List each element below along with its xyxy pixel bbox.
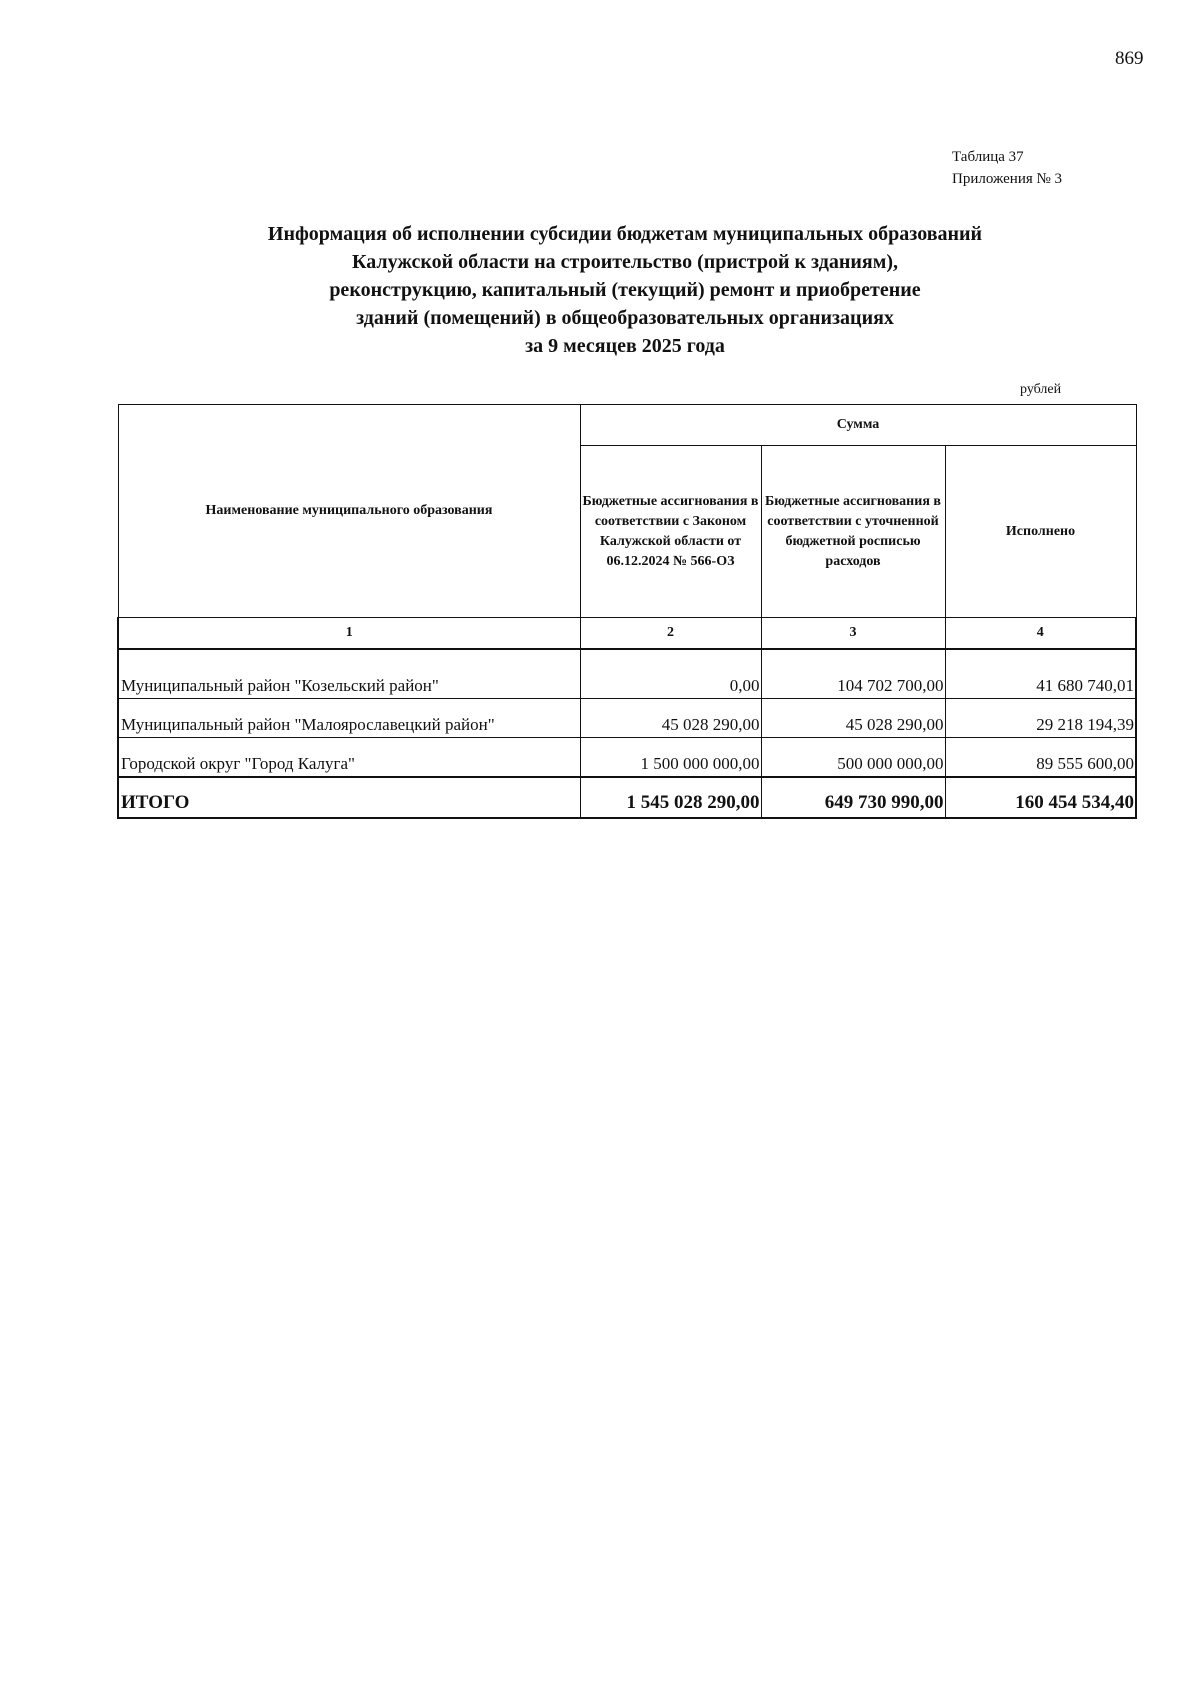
total-executed: 160 454 534,40	[945, 777, 1136, 818]
spacer-cell	[118, 649, 580, 660]
spacer-row	[118, 649, 1136, 660]
header-name: Наименование муниципального образования	[118, 405, 580, 618]
page-number: 869	[1115, 48, 1144, 69]
table-reference-appendix: Приложения № 3	[952, 171, 1063, 187]
title-line-4: зданий (помещений) в общеобразовательных организациях	[356, 307, 894, 329]
column-number: 4	[945, 618, 1136, 650]
total-law-allocation: 1 545 028 290,00	[580, 777, 761, 818]
title-line-5: за 9 месяцев 2025 года	[525, 335, 725, 357]
table-reference-number: Таблица 37	[952, 149, 1024, 165]
header-law-allocations: Бюджетные ассигнования в соответствии с Законом Калужской области от 06.12.2024 № 566-ОЗ	[580, 446, 761, 618]
spacer-cell	[761, 649, 945, 660]
table-row	[118, 738, 1136, 778]
header-revised-allocations: Бюджетные ассигнования в соответствии с уточненной бюджетной росписью расходов	[761, 446, 945, 618]
revised-allocation-value: 500 000 000,00	[761, 738, 945, 778]
header-executed: Исполнено	[945, 446, 1136, 618]
title-line-2: Калужской области на строительство (пристрой к зданиям),	[352, 251, 898, 273]
units-label: рублей	[1020, 382, 1062, 397]
law-allocation-value: 0,00	[580, 660, 761, 699]
subsidy-table	[117, 404, 1137, 819]
spacer-cell	[945, 649, 1136, 660]
column-number: 3	[761, 618, 945, 650]
table-row	[118, 699, 1136, 738]
municipality-name: Муниципальный район "Козельский район"	[118, 660, 580, 699]
total-label: ИТОГО	[118, 777, 580, 818]
revised-allocation-value: 104 702 700,00	[761, 660, 945, 699]
table-reference	[952, 146, 1062, 190]
column-numbers-row	[118, 618, 1136, 650]
law-allocation-value: 45 028 290,00	[580, 699, 761, 738]
total-row	[118, 777, 1136, 818]
column-number: 1	[118, 618, 580, 650]
executed-value: 29 218 194,39	[945, 699, 1136, 738]
title-line-3: реконструкцию, капитальный (текущий) ремонт и приобретение	[329, 279, 921, 301]
revised-allocation-value: 45 028 290,00	[761, 699, 945, 738]
document-title	[120, 220, 1130, 360]
table-row	[118, 660, 1136, 699]
title-line-1: Информация об исполнении субсидии бюджетам муниципальных образований	[267, 223, 983, 245]
municipality-name: Городской округ "Город Калуга"	[118, 738, 580, 778]
column-number: 2	[580, 618, 761, 650]
spacer-cell	[580, 649, 761, 660]
executed-value: 89 555 600,00	[945, 738, 1136, 778]
law-allocation-value: 1 500 000 000,00	[580, 738, 761, 778]
municipality-name: Муниципальный район "Малоярославецкий район"	[118, 699, 580, 738]
executed-value: 41 680 740,01	[945, 660, 1136, 699]
header-summa: Сумма	[580, 405, 1136, 446]
total-revised-allocation: 649 730 990,00	[761, 777, 945, 818]
